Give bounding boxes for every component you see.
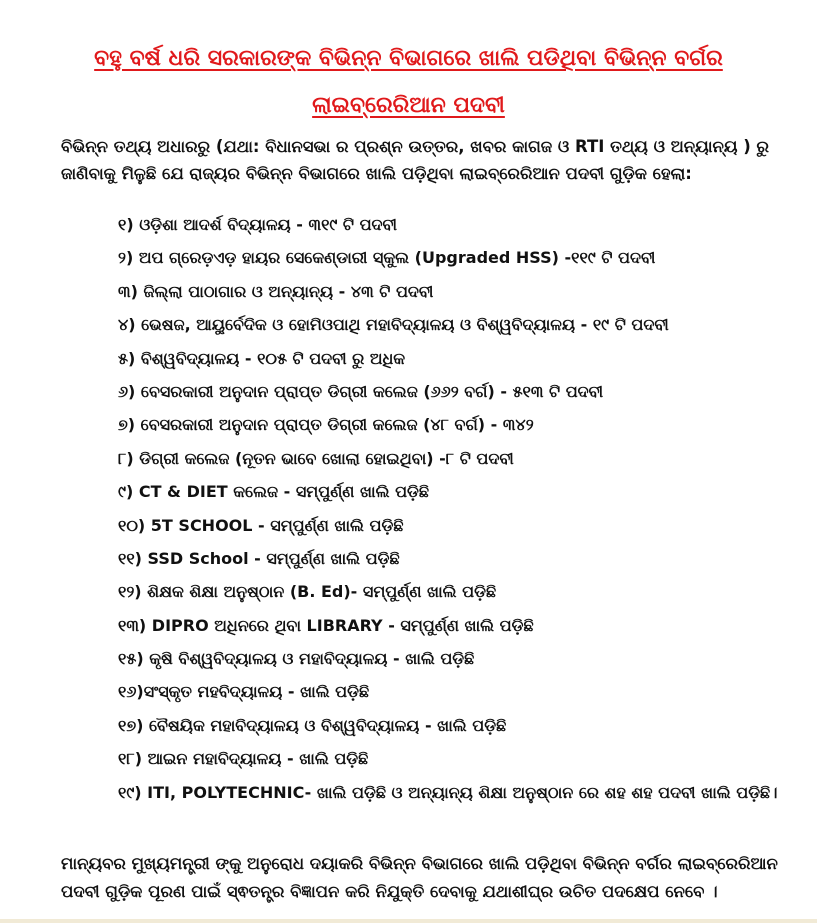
list-item: ୧୧) SSD School - ସମ୍ପୁର୍ଣ୍ଣ ଖାଲି ପଡ଼ିଛି: [118, 548, 400, 568]
list-item: ୧୩) DIPRO ଅଧିନରେ ଥିବା LIBRARY - ସମ୍ପୁର୍ଣ୍ଣ ଖାଲି ପଡ଼ିଛି: [118, 615, 534, 635]
closing-paragraph: ମାନ୍ୟବର ମୁଖ୍ୟମନ୍ତ୍ରୀ ଙ୍କୁ ଅନୁରୋଧ ଦୟାକରି ବିଭିନ୍ନ ବିଭାଗରେ ଖାଲି ପଡ଼ିଥିବା ବିଭିନ୍ନ ବର୍ଗର ଲାଇବ୍ରେରିଆନ ପଦବୀ ଗୁଡ଼ିକ ପୂରଣ ପାଇଁ ସ୍ଵତନ୍ତ୍ର ବିଜ୍ଞାପନ କରି ନିଯୁକ୍ତି ଦେବାକୁ ଯଥାଶୀଘ୍ର ଉଚିତ ପଦକ୍ଷେପ ନେବେ ।: [61, 854, 778, 901]
intro-paragraph: ବିଭିନ୍ନ ତଥ୍ୟ ଅଧାରରୁ (ଯଥା: ବିଧାନସଭା ର ପ୍ରଶ୍ନ ଉତ୍ତର, ଖବର କାଗଜ ଓ RTI ତଥ୍ୟ ଓ ଅନ୍ୟାନ୍ୟ ) ରୁ ଜାଣିବାକୁ ମିଳୁଛି ଯେ ରାଜ୍ୟର ବିଭିନ୍ନ ବିଭାଗରେ ଖାଲି ପଡ଼ିଥିବା ଲାଇବ୍ରେରିଆନ ପଦବୀ ଗୁଡ଼ିକ ହେଲା:: [61, 137, 769, 183]
list-item: ୧) ଓଡ଼ିଶା ଆଦର୍ଶ ବିଦ୍ୟାଳୟ - ୩୧୯ ଟି ପଦବୀ: [118, 215, 397, 234]
list-item: ୯) CT & DIET କଲେଜ - ସମ୍ପୁର୍ଣ୍ଣ ଖାଲି ପଡ଼ିଛି: [118, 482, 430, 502]
document-title-line-1: ବହୁ ବର୍ଷ ଧରି ସରକାରଙ୍କ ବିଭିନ୍ନ ବିଭାଗରେ ଖାଲି ପଡିଥିବା ବିଭିନ୍ନ ବର୍ଗର: [94, 46, 723, 71]
list-item: ୧୨) ଶିକ୍ଷକ ଶିକ୍ଷା ଅନୁଷ୍ଠାନ (B. Ed)- ସମ୍ପୁର୍ଣ୍ଣ ଖାଲି ପଡ଼ିଛି: [118, 582, 497, 602]
list-item: ୧୫) କୃଷି ବିଶ୍ୱବିଦ୍ୟାଳୟ ଓ ମହାବିଦ୍ୟାଳୟ - ଖାଲି ପଡ଼ିଛି: [118, 649, 475, 669]
list-item: ୬) ବେସରକାରୀ ଅନୁଦାନ ପ୍ରାପ୍ତ ଡିଗ୍ରୀ କଲେଜ (୬୬୨ ବର୍ଗ) - ୫୧୩ ଟି ପଦବୀ: [118, 381, 604, 401]
list-item: ୧୬)ସଂସ୍କୃତ ମହବିଦ୍ୟାଳୟ - ଖାଲି ପଡ଼ିଛି: [118, 682, 370, 702]
list-item: ୩) ଜିଲ୍ଲା ପାଠାଗାର ଓ ଅନ୍ୟାନ୍ୟ - ୪୩ ଟି ପଦବୀ: [118, 281, 434, 301]
list-item: ୧୭) ବୈଷୟିକ ମହାବିଦ୍ୟାଳୟ ଓ ବିଶ୍ୱବିଦ୍ୟାଳୟ - ଖାଲି ପଡ଼ିଛି: [118, 715, 507, 735]
list-item: ୧୦) 5T SCHOOL - ସମ୍ପୁର୍ଣ୍ଣ ଖାଲି ପଡ଼ିଛି: [118, 515, 404, 535]
list-item: ୧୮) ଆଇନ ମହାବିଦ୍ୟାଳୟ - ଖାଲି ପଡ଼ିଛି: [118, 749, 369, 769]
list-item: ୪) ଭେଷଜ, ଆୟୁର୍ବେଦିକ ଓ ହୋମିଓପାଥି ମହାବିଦ୍ୟାଳୟ ଓ ବିଶ୍ୱବିଦ୍ୟାଳୟ - ୧୯ ଟି ପଦବୀ: [118, 315, 669, 335]
list-item: ୨) ଅପ ଗ୍ରେଡ଼ଏଡ଼ ହାୟର ସେକେଣ୍ଡାରୀ ସ୍କୁଲ (Upgraded HSS) -୧୧୯ ଟି ପଦବୀ: [118, 248, 656, 268]
vacancy-list: [118, 211, 777, 812]
page-bottom-edge: [0, 919, 817, 923]
list-item: ୧୯) ITI, POLYTECHNIC- ଖାଲି ପଡ଼ିଛି ଓ ଅନ୍ୟାନ୍ୟ ଶିକ୍ଷା ଅନୁଷ୍ଠାନ ରେ ଶହ ଶହ ପଦବୀ ଖାଲି ପଡ଼ିଛି।: [118, 782, 778, 802]
list-item: ୮) ଡିଗ୍ରୀ କଲେଜ (ନୂତନ ଭାବେ ଖୋଲା ହୋଇଥିବା) -୮ ଟି ପଦବୀ: [118, 448, 514, 468]
list-item: ୫) ବିଶ୍ୱବିଦ୍ୟାଳୟ - ୧୦୫ ଟି ପଦବୀ ରୁ ଅଧିକ: [118, 348, 406, 368]
list-item: ୭) ବେସରକାରୀ ଅନୁଦାନ ପ୍ରାପ୍ତ ଡିଗ୍ରୀ କଲେଜ (୪୮ ବର୍ଗ) - ୩୪୨: [118, 415, 534, 435]
document-title-line-2: ଲାଇବ୍ରେରିଆନ ପଦବୀ: [312, 93, 505, 118]
